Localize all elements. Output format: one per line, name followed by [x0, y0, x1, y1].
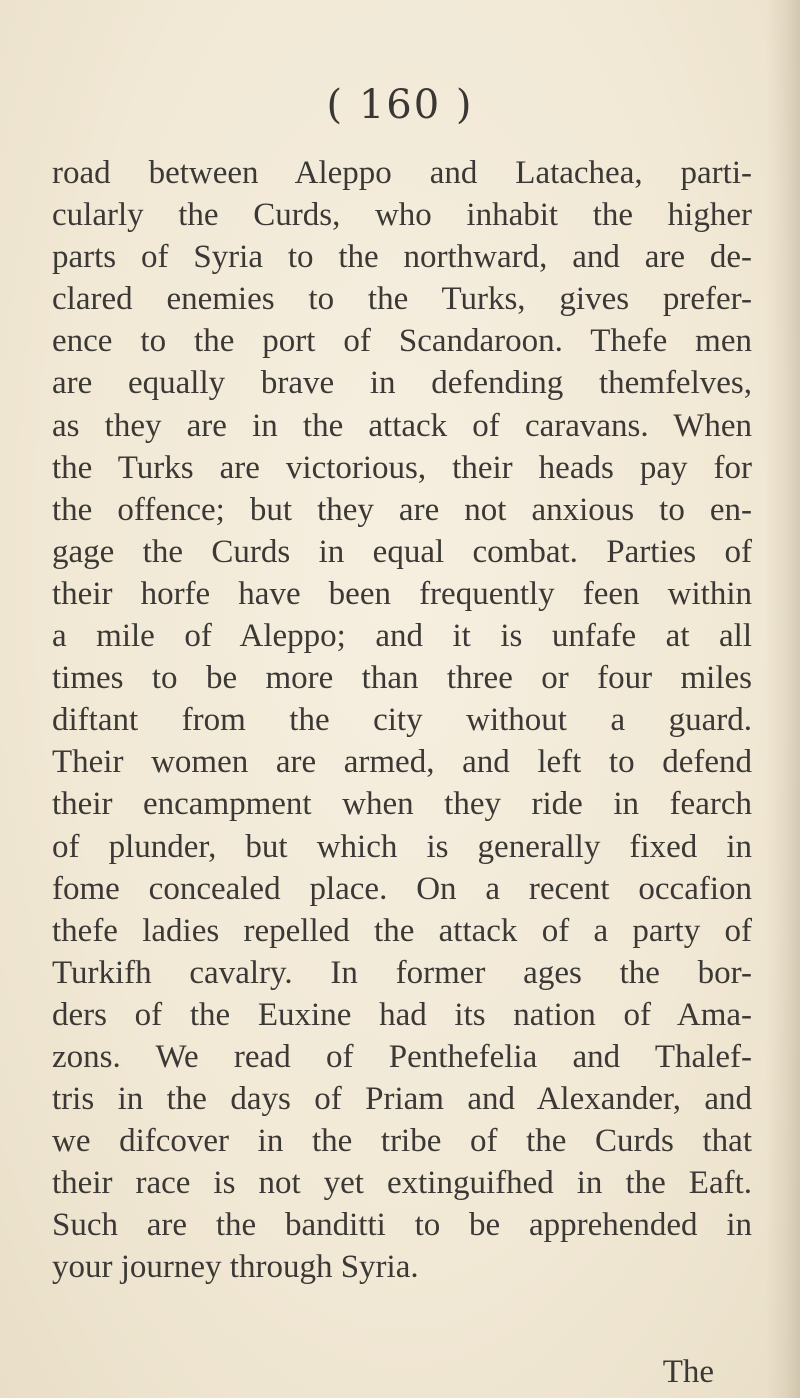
text-line: the Turks are victorious, their heads pay for — [52, 449, 752, 486]
text-line: ders of the Euxine had its nation of Ama- — [52, 996, 752, 1033]
text-line: tris in the days of Priam and Alexander, and — [52, 1081, 752, 1118]
text-line: ence to the port of Scandaroon. Thefe men — [52, 323, 752, 360]
text-line: as they are in the attack of caravans. When — [52, 407, 752, 444]
text-line: the offence; but they are not anxious to en- — [52, 491, 752, 528]
page-gutter-shadow — [766, 0, 800, 1398]
text-line: gage the Curds in equal combat. Parties of — [52, 533, 752, 570]
text-line: times to be more than three or four miles — [52, 660, 752, 697]
body-text — [52, 152, 752, 1289]
text-line: are equally brave in defending themfelves, — [52, 365, 752, 402]
page-number-header: ( 160 ) — [326, 82, 474, 128]
text-line: their encampment when they ride in fearch — [52, 786, 752, 823]
text-line: thefe ladies repelled the attack of a party of — [52, 912, 752, 949]
text-line: road between Aleppo and Latachea, parti- — [52, 155, 752, 191]
catchword: The — [662, 1354, 714, 1390]
text-line: your journey through Syria. — [52, 1249, 419, 1286]
text-line: diftant from the city without a guard. — [52, 702, 752, 739]
text-line: their race is not yet extinguifhed in the Eaft. — [52, 1165, 752, 1202]
text-line: a mile of Aleppo; and it is unfafe at all — [52, 618, 752, 655]
text-line: Their women are armed, and left to defend — [52, 744, 752, 781]
text-line: we difcover in the tribe of the Curds that — [52, 1123, 752, 1160]
text-line: their horfe have been frequently feen within — [52, 575, 752, 612]
text-line: cularly the Curds, who inhabit the higher — [52, 197, 752, 234]
text-line: zons. We read of Penthefelia and Thalef- — [52, 1038, 752, 1075]
text-line: Turkifh cavalry. In former ages the bor- — [52, 954, 752, 991]
text-line: clared enemies to the Turks, gives prefer- — [52, 281, 752, 318]
text-line: parts of Syria to the northward, and are de- — [52, 239, 752, 276]
text-line: of plunder, but which is generally fixed in — [52, 828, 752, 865]
text-line: Such are the banditti to be apprehended in — [52, 1207, 752, 1244]
text-line: fome concealed place. On a recent occafion — [52, 870, 752, 907]
